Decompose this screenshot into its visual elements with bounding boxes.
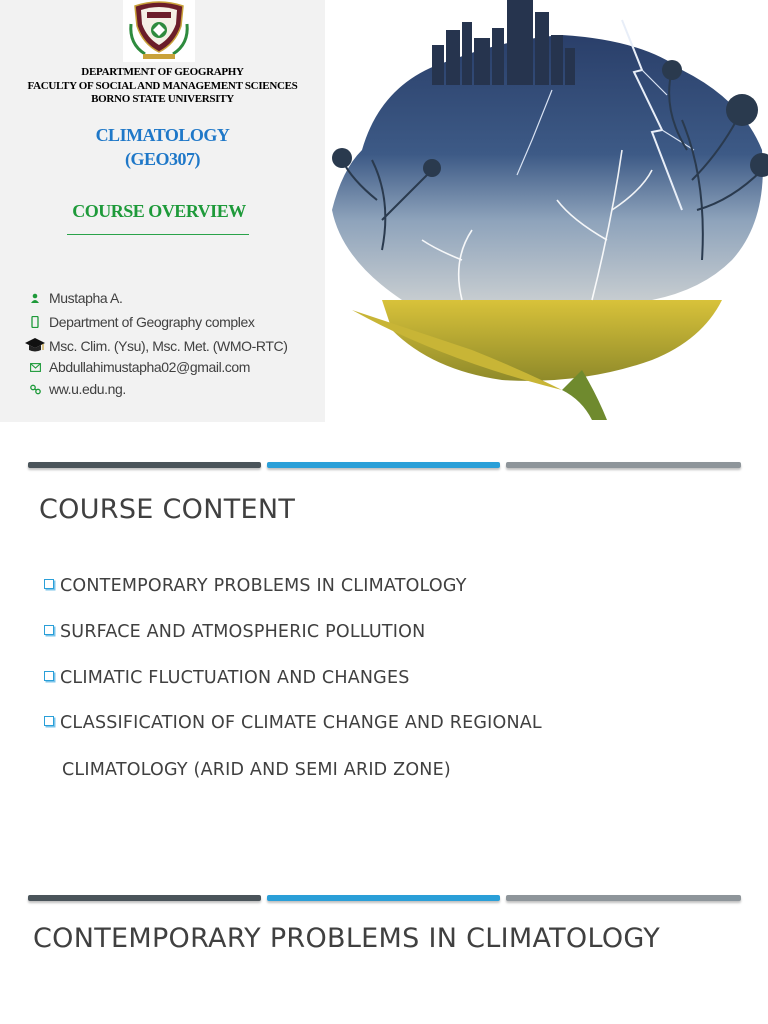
contemporary-problems-heading: CONTEMPORARY PROBLEMS IN CLIMATOLOGY [33, 923, 661, 954]
list-item-text: CLIMATIC FLUCTUATION AND CHANGES [60, 668, 410, 688]
contact-location-text: Department of Geography complex [49, 314, 255, 330]
divider-bar-blue [267, 895, 500, 901]
section-divider-bars [28, 462, 741, 470]
checkbox-bullet-icon [44, 671, 54, 681]
contact-email[interactable] [24, 357, 324, 377]
list-item [44, 576, 467, 596]
contact-website[interactable] [24, 379, 324, 399]
course-code: (GEO307) [125, 149, 200, 169]
link-icon [24, 384, 46, 395]
envelope-icon [24, 363, 46, 372]
contact-email-text[interactable]: Abdullahimustapha02@gmail.com [49, 359, 251, 375]
climate-illustration [322, 0, 768, 422]
phone-icon [24, 316, 46, 328]
department-name: DEPARTMENT OF GEOGRAPHY [81, 66, 244, 78]
title-panel [0, 0, 325, 422]
list-item [44, 622, 425, 642]
list-item [44, 713, 542, 733]
person-icon [24, 293, 46, 303]
divider-bar-gray [506, 462, 741, 468]
contact-name [24, 288, 324, 308]
overview-divider [67, 234, 249, 235]
checkbox-bullet-icon [44, 625, 54, 635]
list-item-text: CONTEMPORARY PROBLEMS IN CLIMATOLOGY [60, 576, 467, 596]
contact-name-text: Mustapha A. [49, 290, 123, 306]
university-name: BORNO STATE UNIVERSITY [91, 93, 234, 105]
contact-qualifications [24, 336, 324, 356]
divider-bar-dark [28, 895, 261, 901]
section-divider-bars [28, 895, 741, 903]
list-item-continuation: CLIMATOLOGY (ARID AND SEMI ARID ZONE) [62, 760, 451, 780]
course-name: CLIMATOLOGY [95, 125, 230, 145]
contact-qualifications-text: Msc. Clim. (Ysu), Msc. Met. (WMO-RTC) [49, 338, 288, 354]
checkbox-bullet-icon [44, 579, 54, 589]
checkbox-bullet-icon [44, 716, 54, 726]
list-item-text: CLASSIFICATION OF CLIMATE CHANGE AND REGIONAL [60, 713, 542, 733]
divider-bar-dark [28, 462, 261, 468]
divider-bar-blue [267, 462, 500, 468]
overview-heading: COURSE OVERVIEW [72, 201, 246, 221]
title-slide [0, 0, 768, 422]
list-item [44, 668, 410, 688]
divider-bar-gray [506, 895, 741, 901]
university-logo [123, 0, 195, 62]
graduation-cap-icon [24, 337, 46, 355]
contact-website-text[interactable]: ww.u.edu.ng. [49, 381, 126, 397]
list-item-text: SURFACE AND ATMOSPHERIC POLLUTION [60, 622, 426, 642]
contact-location [24, 312, 324, 332]
faculty-name: FACULTY OF SOCIAL AND MANAGEMENT SCIENCES [27, 80, 298, 92]
course-content-heading: COURSE CONTENT [39, 494, 296, 525]
